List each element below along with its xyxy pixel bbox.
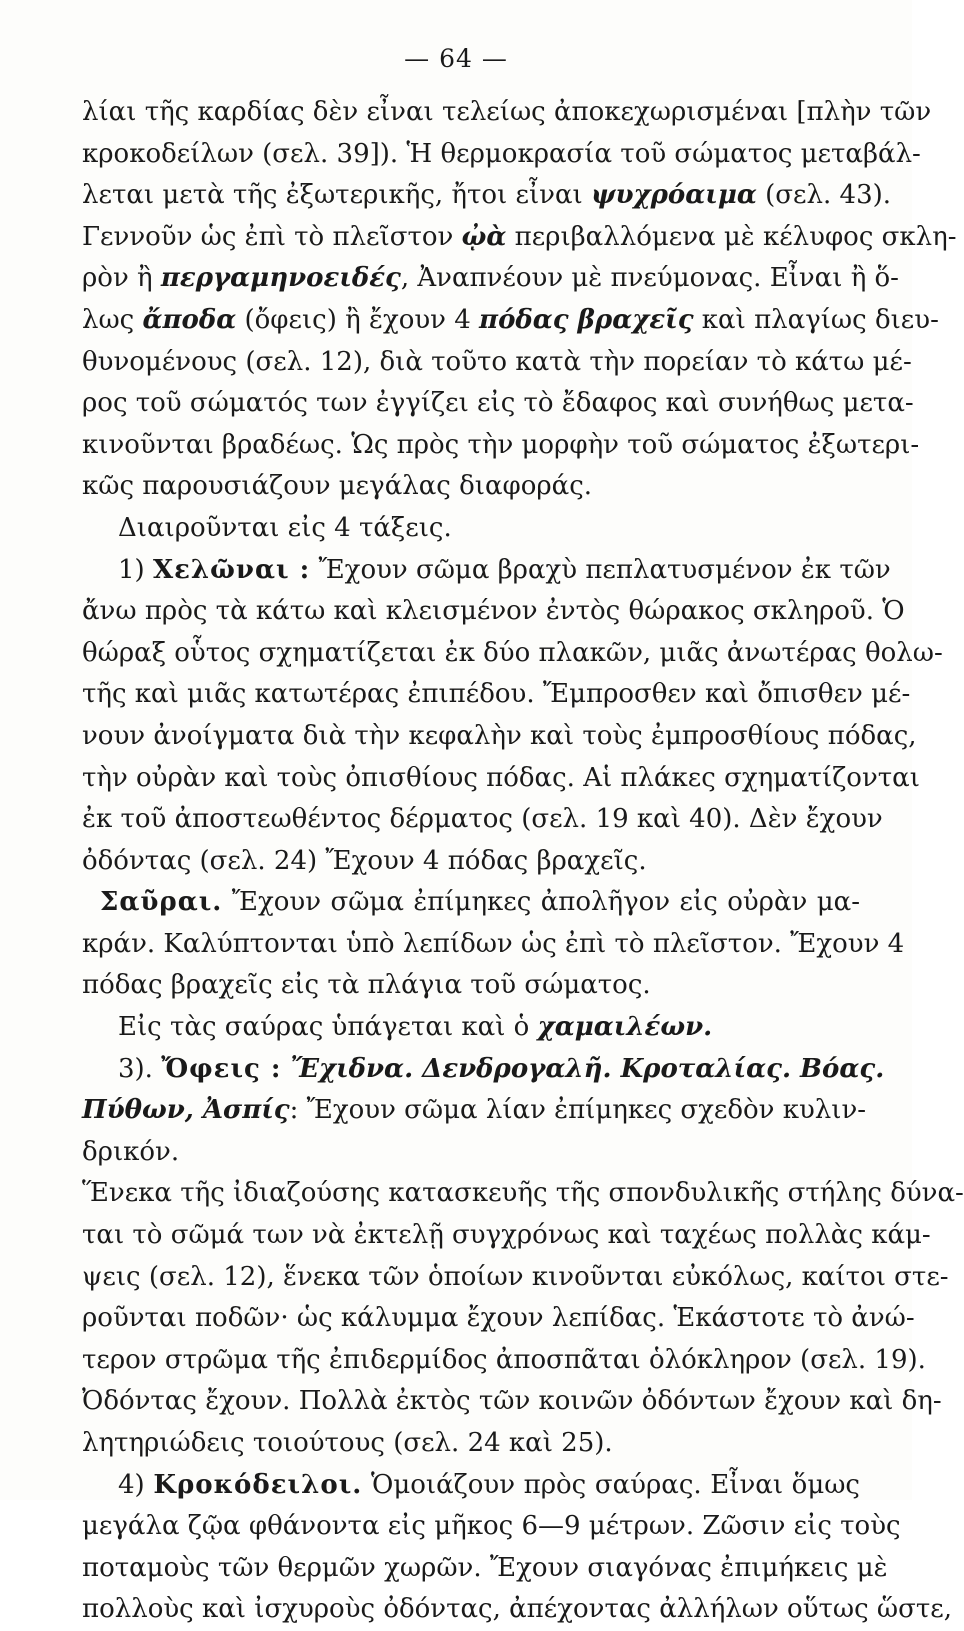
text-line: τῆς καὶ μιᾶς κατωτέρας ἐπιπέδου. Ἔμπροσθεν καὶ ὄπισθεν μέ-	[82, 679, 911, 710]
text-line: δρικόν.	[82, 1136, 180, 1167]
text-line: τὴν οὐρὰν καὶ τοὺς ὀπισθίους πόδας. Αἱ πλάκες σχηματίζονται	[82, 762, 920, 793]
text-line: κράν. Καλύπτονται ὑπὸ λεπίδων ὡς ἐπὶ τὸ πλεῖστον. Ἔχουν 4	[82, 928, 905, 959]
text-line: κῶς παρουσιάζουν μεγάλας διαφοράς.	[82, 471, 593, 502]
text-run: ρὸν ἢ	[82, 263, 161, 294]
text-line	[82, 882, 860, 924]
text-run: (ὄφεις) ἢ ἔχουν 4	[236, 304, 480, 335]
text-run: Ἔχουν σῶμα βραχὺ πεπλατυσμένον ἐκ τῶν	[310, 554, 891, 585]
text-run: : Ἔχουν σῶμα λίαν ἐπίμηκες σχεδὸν κυλιν-	[289, 1095, 867, 1126]
text-line: ὀδόντας (σελ. 24) Ἔχουν 4 πόδας βραχεῖς.	[82, 845, 647, 876]
text-line: λητηριώδεις τοιούτους (σελ. 24 καὶ 25).	[82, 1428, 613, 1458]
text-run: Εἰς τὰς σαύρας ὑπάγεται καὶ ὁ	[118, 1012, 538, 1043]
text-run: , Ἀναπνέουν μὲ πνεύμονας. Εἶναι ἢ ὅ-	[400, 263, 899, 294]
text-line: ψεις (σελ. 12), ἕνεκα τῶν ὁποίων κινοῦνται εὐκόλως, καίτοι στε-	[82, 1261, 949, 1292]
text-line: ροῦνται ποδῶν· ὡς κάλυμμα ἔχουν λεπίδας. Ἑκάστοτε τὸ ἀνώ-	[82, 1303, 915, 1334]
text-line: Ὀδόντας ἔχουν. Πολλὰ ἐκτὸς τῶν κοινῶν ὀδόντων ἔχουν καὶ δη-	[82, 1386, 942, 1417]
text-run: περιβαλλόμενα μὲ κέλυφος σκλη-	[506, 221, 957, 252]
text-line: πολλοὺς καὶ ἰσχυροὺς ὀδόντας, ἀπέχοντας ἀλλήλων οὕτως ὥστε,	[82, 1594, 952, 1625]
text-line: νουν ἀνοίγματα διὰ τὴν κεφαλὴν καὶ τοὺς ἐμπροσθίους πόδας,	[82, 720, 917, 751]
text-run: 1)	[118, 554, 153, 585]
text-line	[82, 1465, 860, 1507]
text-line	[82, 1090, 867, 1132]
text-line: ποταμοὺς τῶν θερμῶν χωρῶν. Ἔχουν σιαγόνας ἐπιμήκεις μὲ	[82, 1552, 888, 1583]
text-run: (σελ. 43).	[756, 180, 892, 211]
text-line: ἄνω πρὸς τὰ κάτω καὶ κλεισμένον ἐντὸς θώρακος σκληροῦ. Ὁ	[82, 596, 905, 627]
term-eggs: ᾠὰ	[461, 221, 507, 252]
text-line: ται τὸ σῶμά των νὰ ἐκτελῇ συγχρόνως καὶ ταχέως πολλὰς κάμ-	[82, 1220, 931, 1251]
body-text	[82, 92, 964, 1631]
text-line	[82, 258, 899, 300]
term-legless: ἄποδα	[142, 304, 237, 335]
heading-lizards: Σαῦραι.	[100, 887, 223, 918]
text-run: Ὁμοιάζουν πρὸς σαύρας. Εἶναι ὅμως	[362, 1469, 860, 1500]
text-line: μεγάλα ζῷα φθάνοντα εἰς μῆκος 6—9 μέτρων. Ζῶσιν εἰς τοὺς	[82, 1511, 901, 1542]
text-line: ἐκ τοῦ ἀποστεωθέντος δέρματος (σελ. 19 καὶ 40). Δὲν ἔχουν	[82, 804, 883, 835]
text-run: καὶ πλαγίως διευ-	[693, 304, 939, 335]
text-line	[82, 1007, 860, 1049]
text-line: Διαιροῦνται εἰς 4 τάξεις.	[118, 512, 452, 543]
term-cold-blooded: ψυχρόαιμα	[591, 180, 757, 211]
text-line	[82, 175, 892, 217]
text-run: 3).	[118, 1053, 162, 1084]
heading-turtles: Χελῶναι :	[152, 554, 311, 585]
text-run: Γεννοῦν ὡς ἐπὶ τὸ πλεῖστον	[82, 221, 462, 252]
snake-species-list-cont: Πύθων, Ἀσπίς	[82, 1095, 290, 1126]
term-short-legs: πόδας βραχεῖς	[479, 304, 694, 335]
text-line: θυνομένους (σελ. 12), διὰ τοῦτο κατὰ τὴν πορείαν τὸ κάτω μέ-	[82, 346, 912, 377]
text-run: λως	[82, 304, 143, 335]
text-line: κινοῦνται βραδέως. Ὡς πρὸς τὴν μορφὴν τοῦ σώματος ἐξωτερι-	[82, 429, 920, 460]
text-line: ρος τοῦ σώματός των ἐγγίζει εἰς τὸ ἔδαφος καὶ συνήθως μετα-	[82, 388, 914, 419]
page-number: — 64 —	[404, 44, 508, 73]
text-line: πόδας βραχεῖς εἰς τὰ πλάγια τοῦ σώματος.	[82, 970, 651, 1001]
term-parchment: περγαμηνοειδές	[160, 263, 401, 294]
text-line	[82, 217, 957, 259]
text-line: θώραξ οὗτος σχηματίζεται ἐκ δύο πλακῶν, μιᾶς ἀνωτέρας θολω-	[82, 637, 943, 668]
text-run: λεται μετὰ τῆς ἐξωτερικῆς, ἤτοι εἶναι	[82, 180, 591, 211]
text-line: τερον στρῶμα τῆς ἐπιδερμίδος ἀποσπᾶται ὁλόκληρον (σελ. 19).	[82, 1344, 926, 1375]
text-line	[82, 1049, 885, 1091]
text-line	[82, 550, 891, 592]
snake-species-list: Ἔχιδνα. Δενδρογαλῆ. Κροταλίας. Βόας.	[281, 1053, 885, 1084]
text-line: λίαι τῆς καρδίας δὲν εἶναι τελείως ἀποκεχωρισμέναι [πλὴν τῶν	[82, 97, 932, 127]
text-line	[82, 300, 939, 342]
text-run: Ἔχουν σῶμα ἐπίμηκες ἀπολῆγον εἰς οὐρὰν μα-	[222, 887, 860, 918]
heading-snakes: Ὄφεις :	[161, 1053, 282, 1084]
text-run: 4)	[118, 1469, 154, 1500]
term-chameleon: χαμαιλέων.	[537, 1012, 713, 1043]
heading-crocodiles: Κροκόδειλοι.	[153, 1469, 363, 1500]
text-line: κροκοδείλων (σελ. 39]). Ἡ θερμοκρασία τοῦ σώματος μεταβάλ-	[82, 138, 921, 169]
text-line: Ἕνεκα τῆς ἰδιαζούσης κατασκευῆς τῆς σπονδυλικῆς στήλης δύνα-	[82, 1178, 964, 1209]
